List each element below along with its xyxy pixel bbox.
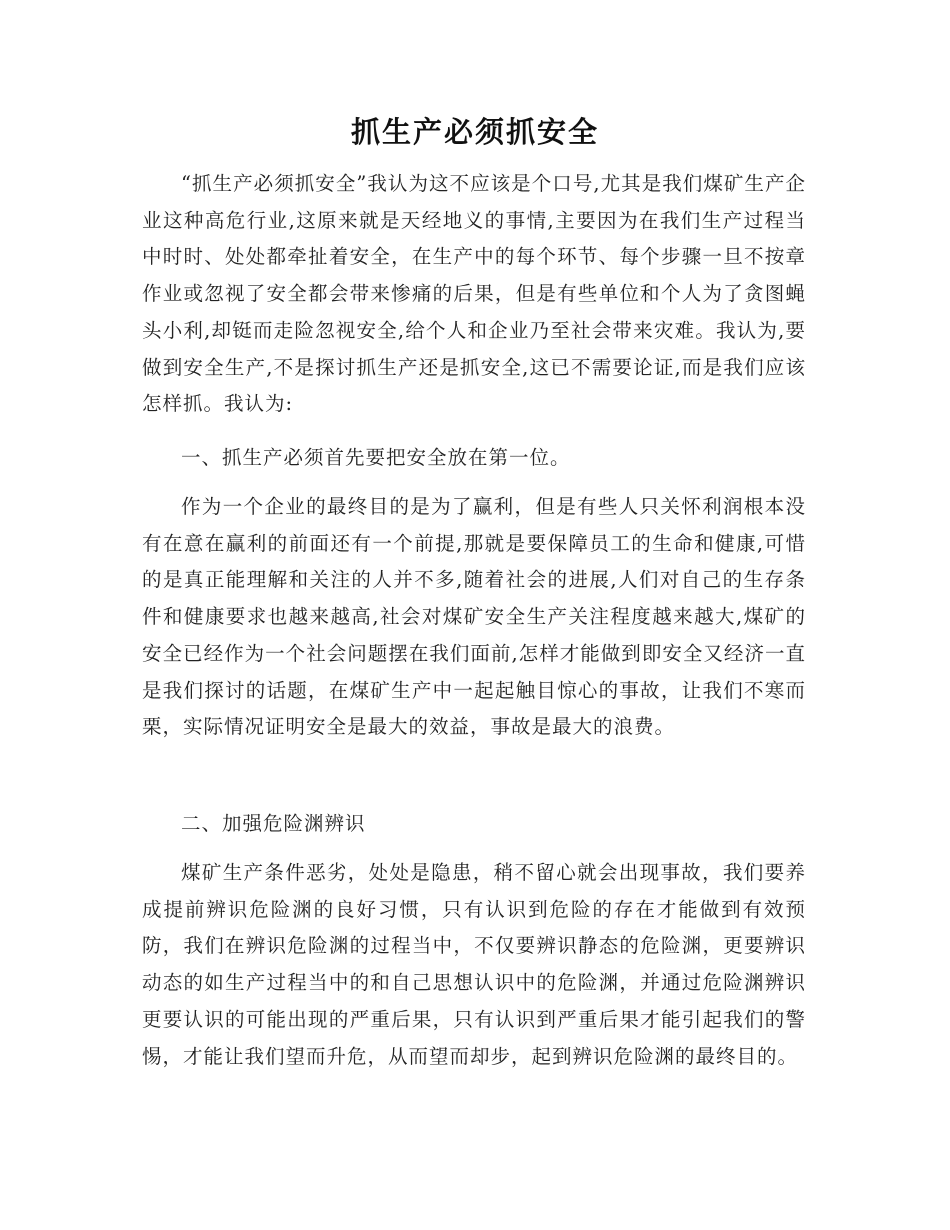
- section-2-paragraph: 煤矿生产条件恶劣，处处是隐患，稍不留心就会出现事故，我们要养成提前辨识危险渊的良好习惯，只有认识到危险的存在才能做到有效预防，我们在辨识危险渊的过程当中，不仅要辨识静态的危险渊，更要辨识动态的如生产过程当中的和自己思想认识中的危险渊，并通过危险渊辨识更要认识的可能出现的严重后果，只有认识到严重后果才能引起我们的警惕，才能让我们望而升危，从而望而却步，起到辨识危险渊的最终目的。: [142, 861, 806, 1068]
- section-heading-2: 二、加强危险渊辨识: [181, 812, 366, 835]
- section-heading-1: 一、抓生产必须首先要把安全放在第一位。: [181, 446, 571, 469]
- document-title: 抓生产必须抓安全: [350, 115, 599, 149]
- intro-paragraph: “抓生产必须抓安全”我认为这不应该是个口号,尤其是我们煤矿生产企业这种高危行业,这原来就是天经地义的事情,主要因为在我们生产过程当中时时、处处都牵扯着安全，在生产中的每个环节、每个步骤一旦不按章作业或忽视了安全都会带来惨痛的后果，但是有些单位和个人为了贪图蝇头小利,却铤而走险忽视安全,给个人和企业乃至社会带来灾难。我认为,要做到安全生产,不是探讨抓生产还是抓安全,这已不需要论证,而是我们应该怎样抓。我认为:: [142, 172, 806, 416]
- section-1-paragraph: 作为一个企业的最终目的是为了赢利，但是有些人只关怀利润根本没有在意在赢利的前面还有一个前提,那就是要保障员工的生命和健康,可惜的是真正能理解和关注的人并不多,随着社会的进展,人们对自己的生存条件和健康要求也越来越高,社会对煤矿安全生产关注程度越来越大,煤矿的安全已经作为一个社会问题摆在我们面前,怎样才能做到即安全又经济一直是我们探讨的话题，在煤矿生产中一起起触目惊心的事故，让我们不寒而栗，实际情况证明安全是最大的效益，事故是最大的浪费。: [142, 495, 806, 739]
